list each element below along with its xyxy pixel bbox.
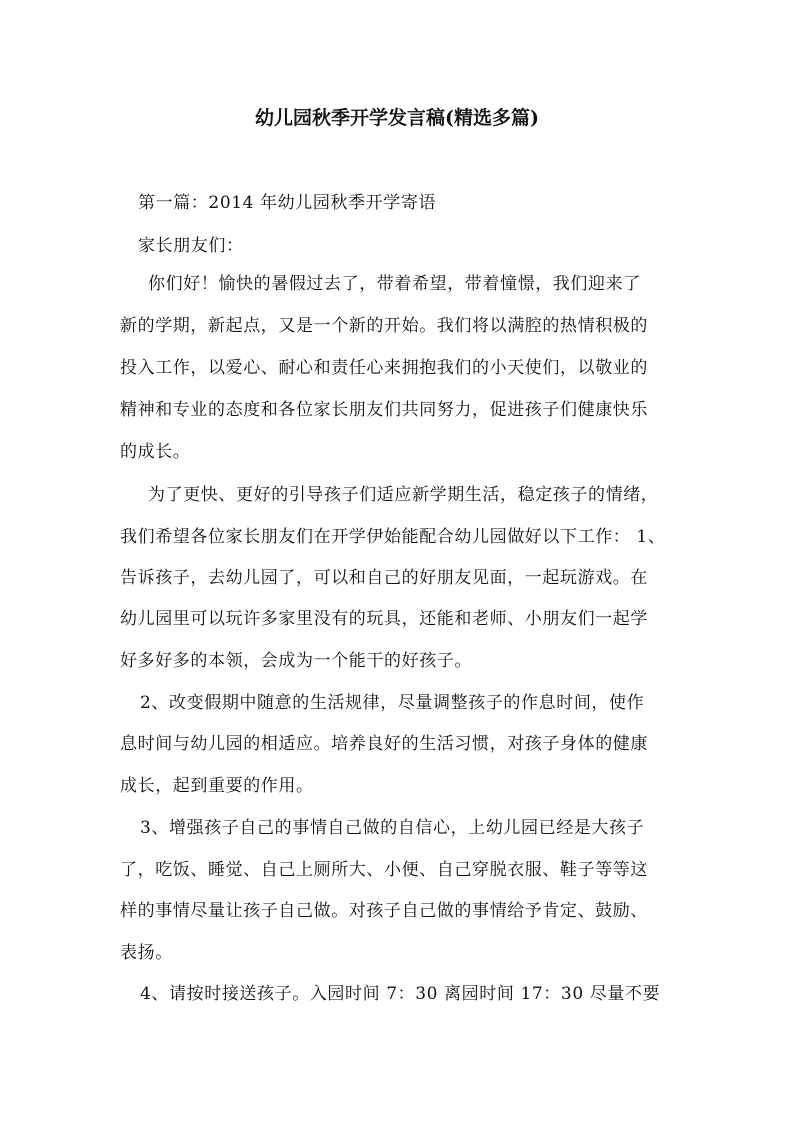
- paragraph-line: 样的事情尽量让孩子自己做。对孩子自己做的事情给予肯定、鼓励、: [120, 901, 648, 921]
- paragraph-line: 2、改变假期中随意的生活规律，尽量调整孩子的作息时间，使作: [140, 693, 645, 713]
- paragraph-line: 好多好多的本领，会成为一个能干的好孩子。: [120, 651, 472, 671]
- paragraph-line: 4、请按时接送孩子。入园时间 7：30 离园时间 17：30 尽量不要: [140, 984, 661, 1004]
- paragraph-line: 3、增强孩子自己的事情自己做的自信心，上幼儿园已经是大孩子: [140, 818, 645, 838]
- paragraph-line: 成长，起到重要的作用。: [120, 776, 314, 796]
- paragraph-line: 的成长。: [120, 442, 191, 462]
- paragraph-line: 息时间与幼儿园的相适应。培养良好的生活习惯，对孩子身体的健康: [120, 734, 648, 754]
- paragraph-line: 我们希望各位家长朋友们在开学伊始能配合幼儿园做好以下工作： 1、: [120, 527, 666, 547]
- paragraph-line: 幼儿园里可以玩许多家里没有的玩具，还能和老师、小朋友们一起学: [120, 609, 648, 629]
- paragraph-line: 你们好！愉快的暑假过去了，带着希望，带着憧憬，我们迎来了: [148, 274, 641, 294]
- paragraph-line: 了，吃饭、睡觉、自己上厕所大、小便、自己穿脱衣服、鞋子等等这: [120, 860, 648, 880]
- paragraph-line: 投入工作，以爱心、耐心和责任心来拥抱我们的小天使们，以敬业的: [120, 358, 648, 378]
- salutation: 家长朋友们：: [138, 236, 244, 256]
- paragraph-line: 精神和专业的态度和各位家长朋友们共同努力，促进孩子们健康快乐: [120, 400, 648, 420]
- paragraph-line: 表扬。: [120, 943, 173, 963]
- document-title: 幼儿园秋季开学发言稿(精选多篇): [255, 107, 539, 129]
- paragraph-line: 新的学期，新起点，又是一个新的开始。我们将以满腔的热情积极的: [120, 316, 648, 336]
- paragraph-line: 告诉孩子，去幼儿园了，可以和自己的好朋友见面，一起玩游戏。在: [120, 568, 648, 588]
- paragraph-line: 为了更快、更好的引导孩子们适应新学期生活，稳定孩子的情绪，: [148, 485, 659, 505]
- section-heading: 第一篇：2014 年幼儿园秋季开学寄语: [138, 193, 437, 213]
